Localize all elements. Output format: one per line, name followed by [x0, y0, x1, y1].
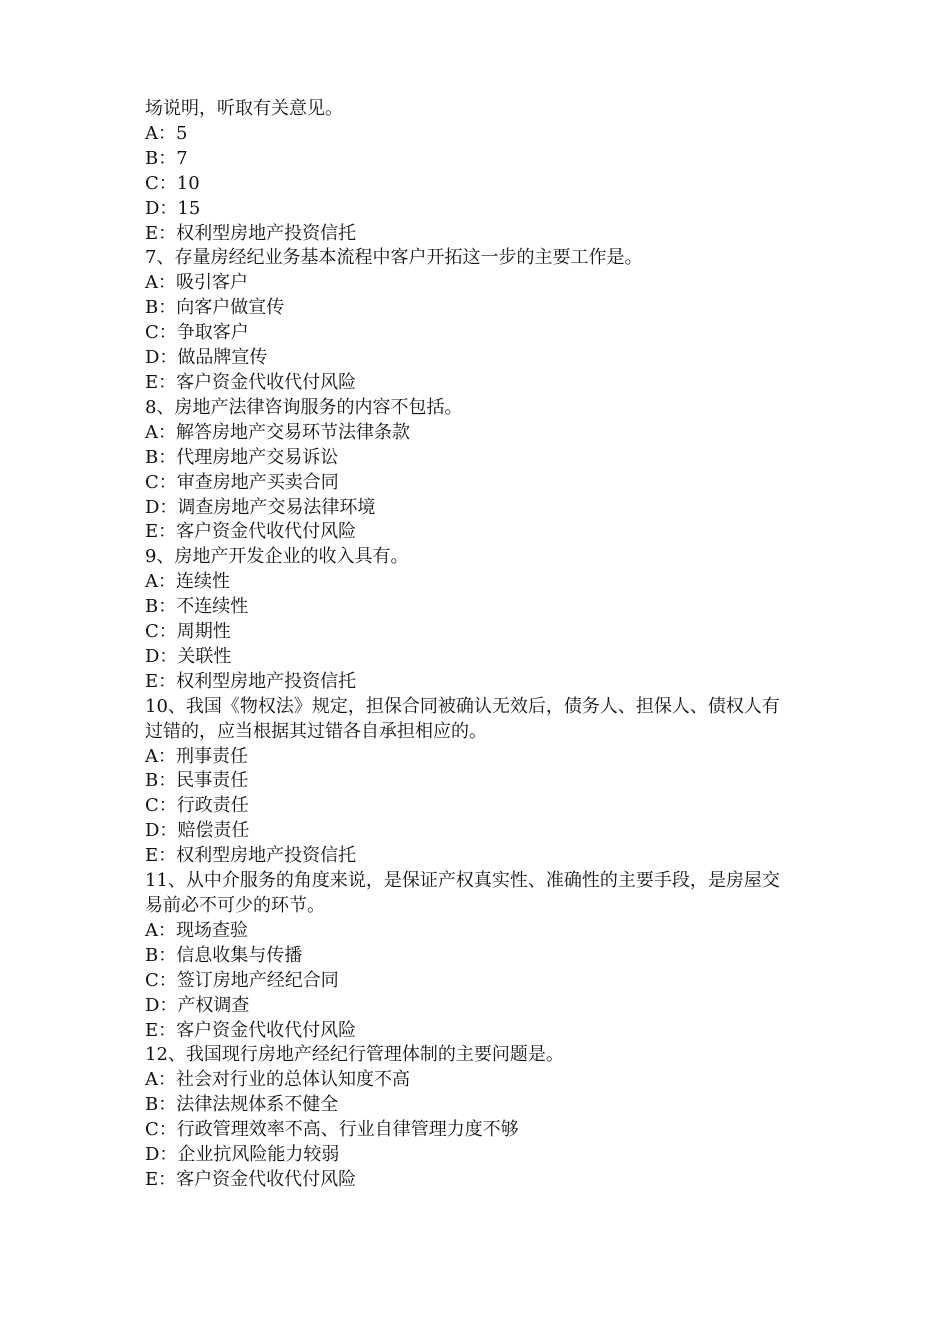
question-block	[145, 396, 825, 545]
answer-option: C：10	[145, 172, 200, 194]
question-block	[145, 545, 825, 694]
answer-option: A：5	[145, 122, 188, 144]
answer-option: C：行政管理效率不高、行业自律管理力度不够	[145, 1119, 519, 1141]
question-block	[145, 1043, 825, 1192]
answer-option: B：向客户做宣传	[145, 297, 285, 319]
answer-option: D：15	[145, 197, 201, 219]
answer-option: E：客户资金代收代付风险	[145, 1168, 357, 1190]
question-text-line: 易前必不可少的环节。	[145, 895, 325, 916]
question-text-line: 9、房地产开发企业的收入具有。	[145, 546, 409, 568]
answer-option: A：刑事责任	[145, 745, 248, 767]
answer-option: D：企业抗风险能力较弱	[145, 1144, 340, 1166]
answer-option: B：代理房地产交易诉讼	[145, 446, 339, 468]
answer-option: D：调查房地产交易法律环境	[145, 496, 376, 518]
question-block	[145, 695, 825, 869]
answer-option: B：信息收集与传播	[145, 944, 303, 966]
answer-option: B：不连续性	[145, 596, 249, 618]
answer-option: E：权利型房地产投资信托	[145, 670, 357, 692]
answer-option: C：行政责任	[145, 795, 249, 817]
question-list	[145, 97, 825, 1193]
question-text-line: 12、我国现行房地产经纪行管理体制的主要问题是。	[145, 1044, 564, 1066]
answer-option: D：赔偿责任	[145, 820, 250, 842]
answer-option: B：7	[145, 147, 188, 169]
question-text-line: 11、从中介服务的角度来说，是保证产权真实性、准确性的主要手段，是房屋交	[145, 870, 780, 892]
answer-option: C：审查房地产买卖合同	[145, 471, 339, 493]
answer-option: D：做品牌宣传	[145, 347, 268, 369]
answer-option: A：社会对行业的总体认知度不高	[145, 1069, 410, 1091]
answer-option: D：关联性	[145, 645, 232, 667]
answer-option: A：现场查验	[145, 919, 248, 941]
answer-option: E：权利型房地产投资信托	[145, 845, 357, 867]
answer-option: E：客户资金代收代付风险	[145, 371, 357, 393]
answer-option: B：法律法规体系不健全	[145, 1094, 339, 1116]
question-text-line: 过错的，应当根据其过错各自承担相应的。	[145, 720, 487, 742]
answer-option: D：产权调查	[145, 994, 250, 1016]
answer-option: C：签订房地产经纪合同	[145, 969, 339, 991]
answer-option: B：民事责任	[145, 770, 249, 792]
answer-option: A：吸引客户	[145, 272, 248, 294]
answer-option: C：周期性	[145, 621, 231, 643]
answer-option: C：争取客户	[145, 322, 249, 344]
answer-option: E：客户资金代收代付风险	[145, 1019, 357, 1041]
question-text-line: 7、存量房经纪业务基本流程中客户开拓这一步的主要工作是。	[145, 247, 643, 269]
answer-option: E：客户资金代收代付风险	[145, 521, 357, 543]
answer-option: E：权利型房地产投资信托	[145, 222, 357, 244]
question-block	[145, 869, 825, 1043]
question-text-line: 场说明，听取有关意见。	[145, 98, 343, 119]
answer-option: A：连续性	[145, 571, 230, 593]
question-text-line: 10、我国《物权法》规定，担保合同被确认无效后，债务人、担保人、债权人有	[145, 695, 780, 717]
answer-option: A：解答房地产交易环节法律条款	[145, 421, 410, 443]
question-text-line: 8、房地产法律咨询服务的内容不包括。	[145, 396, 463, 418]
question-block	[145, 97, 825, 246]
question-block	[145, 246, 825, 395]
